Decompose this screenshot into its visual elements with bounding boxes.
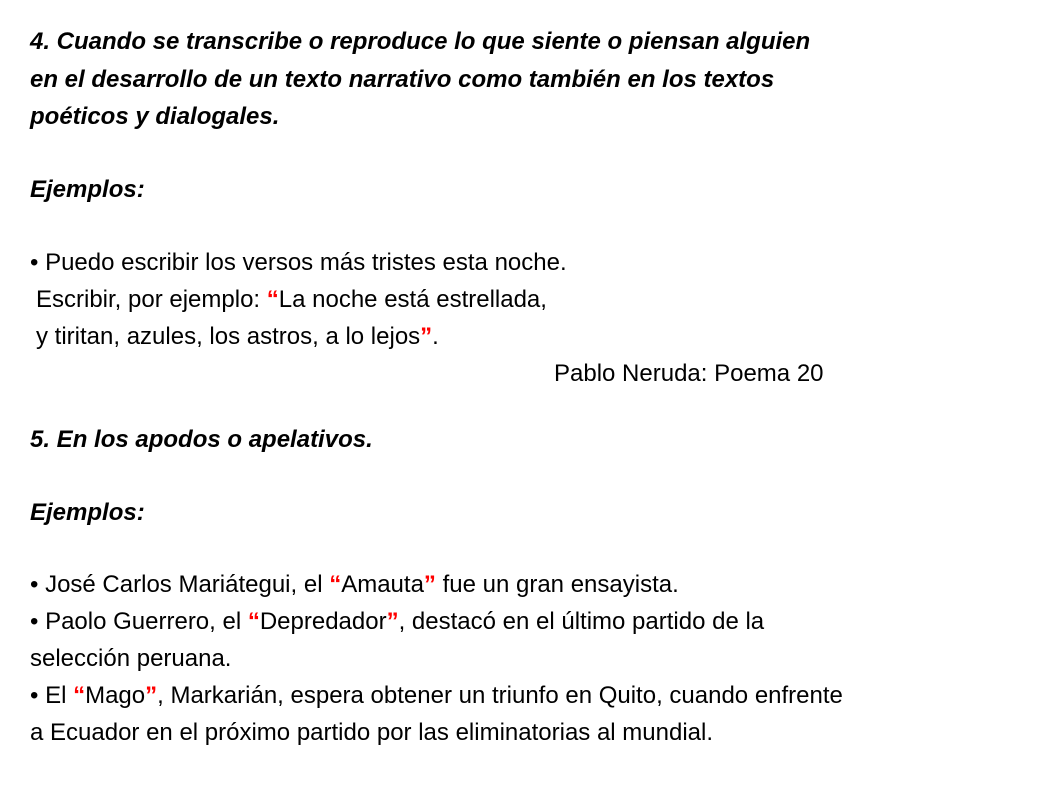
poem-quote-line1-prefix: Escribir, por ejemplo: — [36, 286, 267, 313]
poem-quote-line1-text: La noche está estrellada, — [278, 286, 547, 313]
example-item-depredador-prefix: • Paolo Guerrero, el — [30, 608, 248, 635]
open-quote-mark: “ — [73, 682, 86, 709]
section4-heading-line3: poéticos y dialogales. — [30, 103, 280, 130]
close-quote-mark: ” — [423, 571, 436, 598]
example-item-mago-prefix: • El — [30, 682, 74, 709]
nickname-mago: Mago — [85, 682, 146, 709]
poem-quote-line1 — [36, 284, 547, 316]
example-item-amauta-prefix: • José Carlos Mariátegui, el — [30, 571, 330, 598]
nickname-depredador: Depredador — [259, 608, 387, 635]
poem-quote-line2-suffix: . — [432, 323, 439, 350]
example-item-amauta-suffix: fue un gran ensayista. — [435, 571, 679, 598]
close-quote-mark: ” — [145, 682, 158, 709]
open-quote-mark: “ — [329, 571, 342, 598]
poem-quote-line2 — [36, 321, 439, 353]
example-item-depredador — [30, 606, 764, 638]
section4-examples-label: Ejemplos: — [30, 176, 145, 203]
nickname-amauta: Amauta — [341, 571, 424, 598]
example-item-amauta — [30, 569, 679, 601]
section4-bullet-line: • Puedo escribir los versos más tristes esta noche. — [30, 249, 567, 276]
poem-quote-line2-text: y tiritan, azules, los astros, a lo lejos — [36, 323, 421, 350]
section4-heading-line1: 4. Cuando se transcribe o reproduce lo que siente o piensan alguien — [30, 28, 811, 55]
close-quote-mark: ” — [420, 323, 433, 350]
example-item-mago — [30, 680, 843, 712]
example-item-mago-suffix: , Markarián, espera obtener un triunfo en Quito, cuando enfrente — [157, 682, 843, 709]
section5-examples-label: Ejemplos: — [30, 499, 145, 526]
example-item-depredador-line2: selección peruana. — [30, 645, 232, 672]
section4-heading-line2: en el desarrollo de un texto narrativo como también en los textos — [30, 66, 775, 93]
open-quote-mark: “ — [266, 286, 279, 313]
example-item-depredador-suffix: , destacó en el último partido de la — [398, 608, 765, 635]
poem-attribution: Pablo Neruda: Poema 20 — [554, 360, 824, 387]
section5-heading: 5. En los apodos o apelativos. — [30, 426, 373, 453]
close-quote-mark: ” — [386, 608, 399, 635]
example-item-mago-line2: a Ecuador en el próximo partido por las eliminatorias al mundial. — [30, 719, 714, 746]
open-quote-mark: “ — [247, 608, 260, 635]
